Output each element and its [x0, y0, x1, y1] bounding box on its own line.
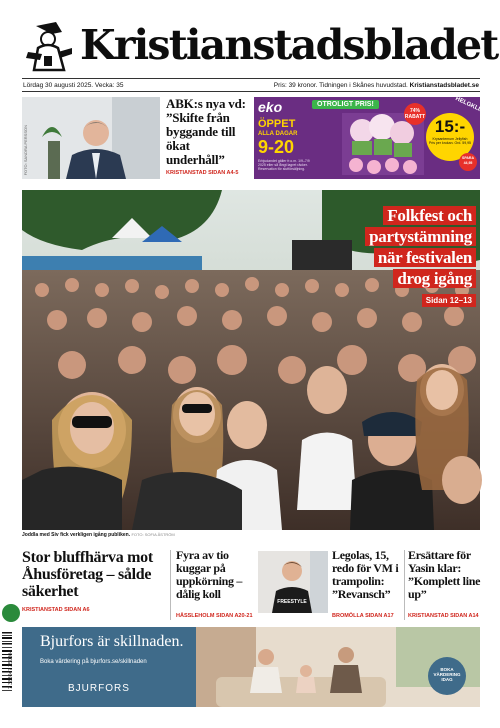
barcode-number: 7 388047 350804 [8, 650, 14, 689]
story-yasin[interactable] [408, 548, 482, 619]
eko-advertisement[interactable] [254, 96, 489, 179]
teaser-headline[interactable]: ABK:s nya vd: ”Skifte från byggande till ökat underhåll” [166, 96, 246, 167]
newspaper-title: Kristianstadsbladet [80, 20, 498, 69]
ad-hours: 9-20 [258, 137, 295, 157]
ad-product-detail: Pris per krukan. Ord. 59,95 [428, 141, 472, 145]
story-page-ref: BROMÖLLA SIDAN A17 [332, 613, 394, 619]
ad-open-label: ÖPPET [258, 118, 296, 130]
story-legolas[interactable] [332, 548, 402, 619]
discount-badge: 74% RABATT [404, 103, 426, 125]
snapphane-logo-icon [22, 18, 76, 72]
ad-days: ALLA DAGAR [258, 131, 298, 137]
ad-booking-text: Boka värdering på bjurfors.se/skillnaden [40, 659, 147, 665]
story-page-ref: HÄSSLEHOLM SIDAN A20-21 [176, 613, 253, 619]
boka-vardering-badge[interactable]: BOKA VÄRDERING IDAG [428, 657, 466, 695]
eko-brand: eko [258, 99, 283, 115]
teaser-photo[interactable] [22, 97, 160, 179]
site-link[interactable]: Kristianstadsbladet.se [409, 81, 479, 89]
ceo-portrait-image [22, 97, 160, 179]
hero-headline-line: Folkfest och [383, 206, 476, 225]
story-headline: Fyra av tio kuggar på uppkörning – dålig koll [176, 548, 243, 601]
ad-fine-print: Erbjudandet gäller fr.o.m. 1/9–7/9 2025 eller så långt lagret räcker. Reservation för slutförsäljning. [258, 159, 310, 171]
ad-price: 15:- [434, 117, 466, 136]
price-tagline: Pris: 39 kronor. Tidningen i Skånes huvudstad. Kristianstadsbladet.se [273, 81, 479, 89]
teaser-page-ref: KRISTIANSTAD SIDAN A4-5 [166, 170, 239, 176]
save-badge: SPARA 44,95 [459, 153, 477, 171]
story-headline: Stor bluffhärva mot Åhusföretag – sålde säkerhet [22, 549, 153, 600]
photo-credit: FOTO: SANDRA PERSSON [23, 124, 28, 175]
bjurfors-brand: BJURFORS [68, 683, 130, 694]
hero-headline-line: partystämning [365, 227, 476, 246]
svanen-ecolabel-icon [2, 604, 20, 622]
hero-headline-line: drog igång [393, 269, 476, 288]
story-uppkorning[interactable] [176, 548, 254, 619]
bjurfors-advertisement[interactable] [22, 627, 480, 707]
story-headline: Ersättare för Yasin klar: ”Komplett line up” [408, 548, 481, 601]
trampoline-athlete-photo[interactable] [258, 551, 328, 613]
hero-caption [22, 532, 175, 538]
story-headline: Legolas, 15, redo för VM i trampolin: ”Revansch” [332, 548, 399, 601]
dateline [22, 78, 480, 92]
hero-headline[interactable] [365, 206, 476, 288]
shirt-text: FREESTYLE [277, 599, 307, 605]
story-page-ref: KRISTIANSTAD SIDAN A14 [408, 613, 479, 619]
ad-badge: OTROLIGT PRIS! [312, 100, 379, 109]
caption-credit: FOTO: SOFIA ÅSTRÖM [131, 532, 175, 537]
issue-date: Lördag 30 augusti 2025. Vecka: 35 [23, 81, 124, 89]
ad-product: Krysantemum Jellyfish [432, 137, 468, 141]
masthead [22, 14, 498, 76]
column-divider [170, 550, 171, 620]
caption-text: Joddla med Siv fick verkligen igång publiken. [22, 532, 131, 538]
column-divider [404, 550, 405, 620]
ad-slogan: Bjurfors är skillnaden. [40, 633, 184, 650]
story-page-ref: KRISTIANSTAD SIDAN A6 [22, 607, 90, 613]
hero-headline-line: när festivalen [374, 248, 476, 267]
athlete-portrait-image [258, 551, 328, 613]
helgklipp-label: HELGKLIPP [454, 96, 489, 116]
hero-page-ref[interactable]: Sidan 12–13 [422, 294, 476, 307]
hero-photo[interactable] [22, 190, 480, 530]
story-bluffharva[interactable] [22, 549, 164, 613]
